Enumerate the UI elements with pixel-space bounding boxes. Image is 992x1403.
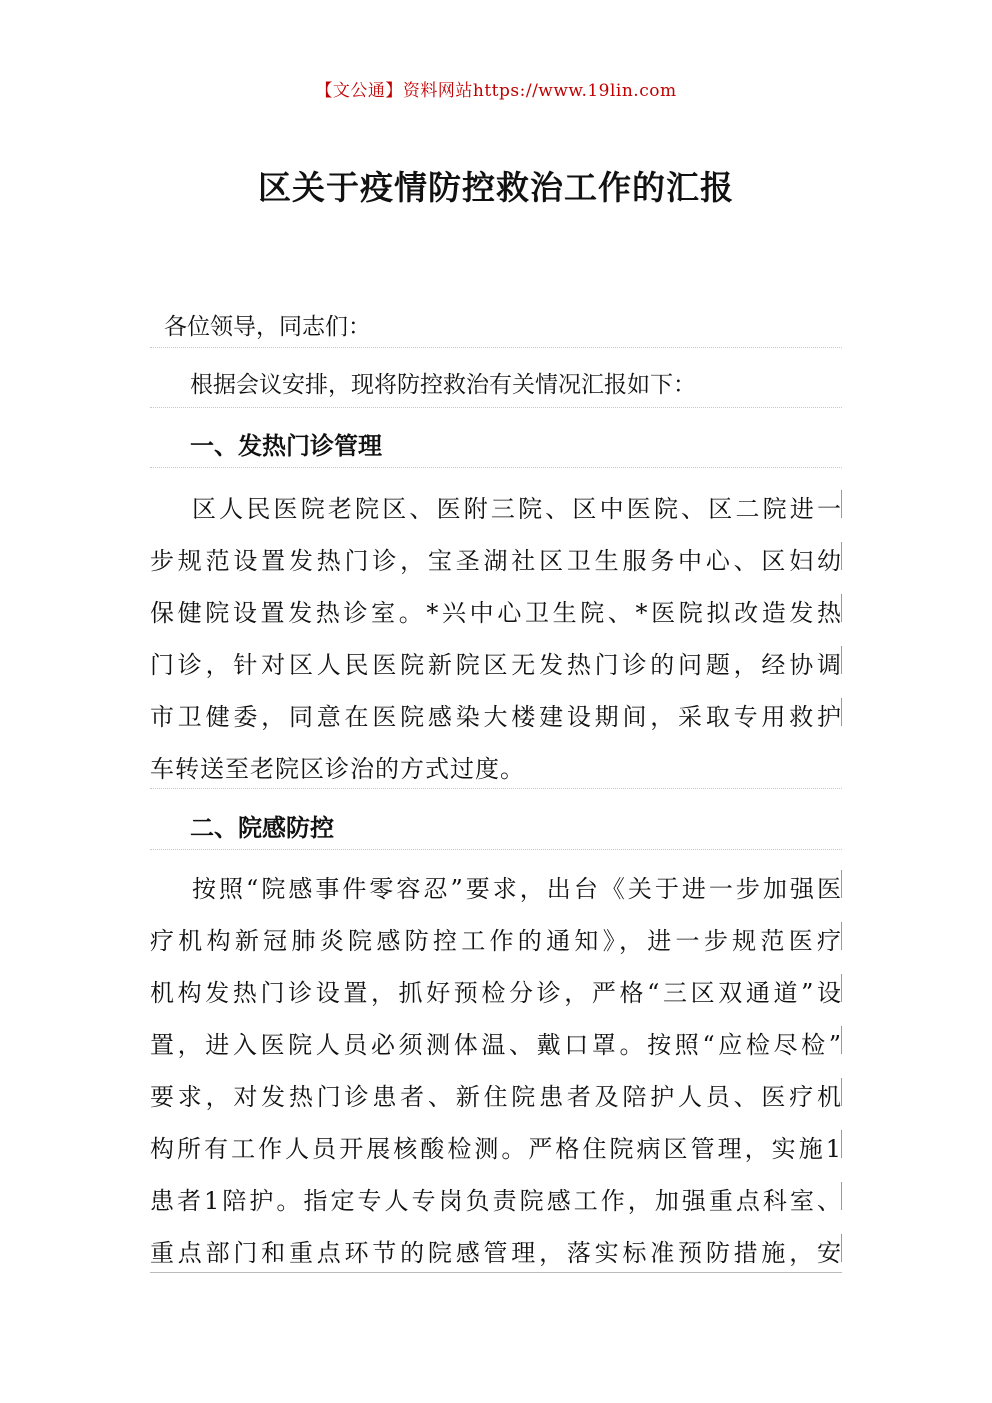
paragraph-line: 置，进入医院人员必须测体温、戴口罩。按照“应检尽检” xyxy=(150,1031,842,1059)
margin-mark xyxy=(841,1130,842,1158)
paragraph-line: 市卫健委，同意在医院感染大楼建设期间，采取专用救护 xyxy=(150,703,842,731)
paragraph-line: 按照“院感事件零容忍”要求，出台《关于进一步加强医 xyxy=(192,875,842,903)
paragraph-line: 区人民医院老院区、医附三院、区中医院、区二院进一 xyxy=(192,495,842,523)
paragraph-line: 构所有工作人员开展核酸检测。严格住院病区管理，实施1 xyxy=(150,1135,842,1163)
paragraph-line: 重点部门和重点环节的院感管理，落实标准预防措施，安 xyxy=(150,1239,842,1267)
line-separator xyxy=(150,788,842,789)
margin-mark xyxy=(841,1078,842,1106)
paragraph-line: 步规范设置发热门诊，宝圣湖社区卫生服务中心、区妇幼 xyxy=(150,547,842,575)
paragraph-line: 车转送至老院区诊治的方式过度。 xyxy=(150,755,525,783)
paragraph-line: 机构发热门诊设置，抓好预检分诊，严格“三区双通道”设 xyxy=(150,979,842,1007)
line-separator xyxy=(150,467,842,468)
document-body xyxy=(150,0,842,1403)
paragraph-line: 患者1陪护。指定专人专岗负责院感工作，加强重点科室、 xyxy=(150,1187,842,1215)
margin-mark xyxy=(841,490,842,518)
margin-mark xyxy=(841,1182,842,1210)
margin-mark xyxy=(841,542,842,570)
line-separator xyxy=(150,849,842,850)
line-separator xyxy=(150,407,842,408)
source-header: 【文公通】资料网站https://www.19lin.com xyxy=(315,81,677,101)
paragraph-line: 保健院设置发热诊室。*兴中心卫生院、*医院拟改造发热 xyxy=(150,599,842,627)
margin-mark xyxy=(841,922,842,950)
margin-mark xyxy=(841,870,842,898)
paragraph-line: 疗机构新冠肺炎院感防控工作的通知》，进一步规范医疗 xyxy=(150,927,842,955)
margin-mark xyxy=(841,594,842,622)
margin-mark xyxy=(841,974,842,1002)
margin-mark xyxy=(841,1234,842,1262)
margin-mark xyxy=(841,698,842,726)
page-bottom-rule xyxy=(150,1272,842,1273)
section-heading-1: 一、发热门诊管理 xyxy=(190,432,382,460)
margin-mark xyxy=(841,1026,842,1054)
margin-mark xyxy=(841,646,842,674)
line-separator xyxy=(150,347,842,348)
paragraph-line: 要求，对发热门诊患者、新住院患者及陪护人员、医疗机 xyxy=(150,1083,842,1111)
greeting: 各位领导，同志们： xyxy=(164,314,371,340)
section-heading-2: 二、院感防控 xyxy=(190,814,334,842)
page-title: 区关于疫情防控救治工作的汇报 xyxy=(258,168,734,207)
paragraph-line: 门诊，针对区人民医院新院区无发热门诊的问题，经协调 xyxy=(150,651,842,679)
intro-paragraph: 根据会议安排，现将防控救治有关情况汇报如下： xyxy=(190,372,696,398)
